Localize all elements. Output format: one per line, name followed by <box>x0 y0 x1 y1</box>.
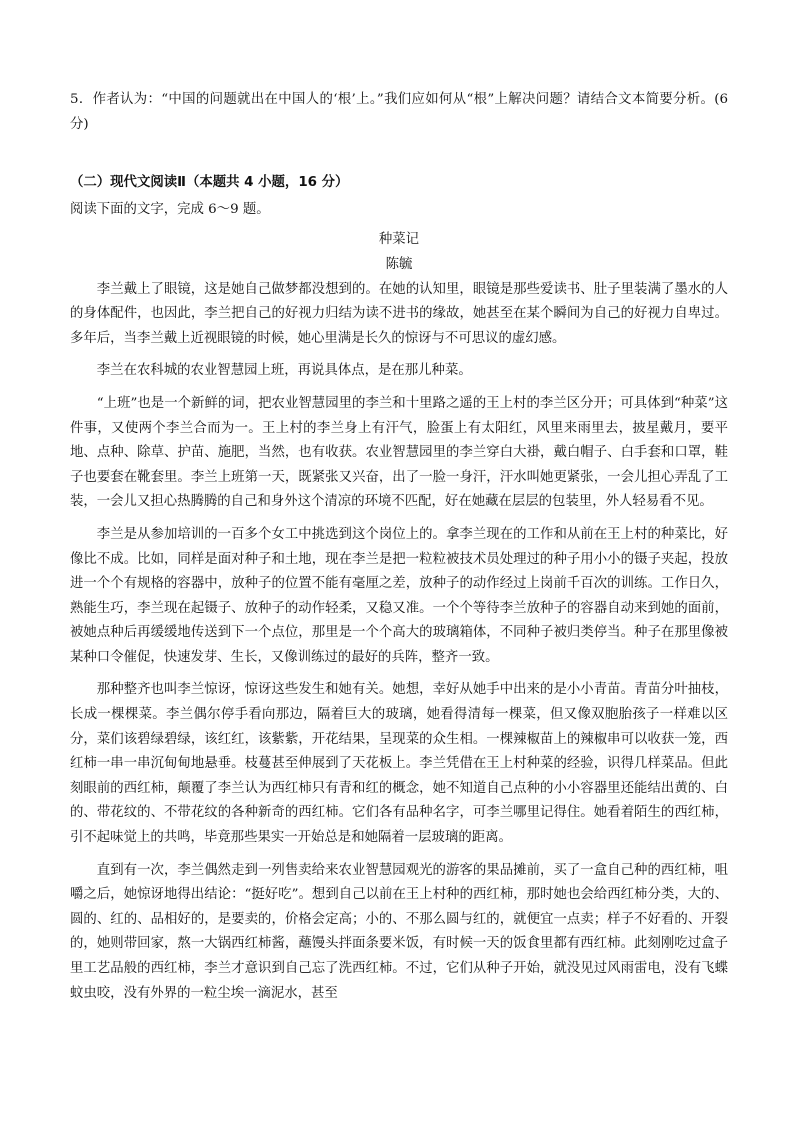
story-author: 陈毓 <box>385 256 413 272</box>
exam-page <box>70 88 728 1006</box>
story-paragraph: 李兰在农科城的农业智慧园上班，再说具体点，是在那儿种菜。 <box>96 363 472 379</box>
story-title: 种菜记 <box>378 232 420 248</box>
story-paragraph: 那种整齐也叫李兰惊讶，惊讶这些发生和她有关。她想，幸好从她手中出来的是小小青苗。青苗分叶抽枝，长成一棵棵菜。李兰偶尔停手看向那边，隔着巨大的玻璃，她看得清每一棵菜，但又像双胞胎孩子一样难以区分，菜们该碧绿碧绿，该红红，该紫紫，开花结果，呈现菜的众生相。一棵辣椒苗上的辣椒串可以收获一笼，西红柿一串一串沉甸甸地悬垂。枝蔓甚至伸展到了天花板上。李兰凭借在王上村种菜的经验，识得几样菜品。但此刻眼前的西红柿，颠覆了李兰认为西红柿只有青和红的概念，她不知道自己点种的小小容器里还能结出黄的、白的、带花纹的、不带花纹的各种新奇的西红柿。它们各有品种名字，可李兰哪里记得住。她看着陌生的西红柿，引不起味觉上的共鸣，毕竟那些果实一开始总是和她隔着一层玻璃的距离。 <box>70 682 728 846</box>
story-body <box>70 278 728 1007</box>
reading-instruction: 阅读下面的文字，完成 6～9 题。 <box>70 201 270 217</box>
story-paragraph: 直到有一次，李兰偶然走到一列售卖给来农业智慧园观光的游客的果品摊前，买了一盒自己种的西红柿，咀嚼之后，她惊讶地得出结论：“挺好吃”。想到自己以前在王上村种的西红柿，那时她也会给西红柿分类，大的、圆的、红的、品相好的，是要卖的，价格会定高；小的、不那么圆与红的，就便宜一点卖；样子不好看的、开裂的，她则带回家，熬一大锅西红柿酱，蘸馒头拌面条要米饭，有时候一天的饭食里都有西红柿。此刻刚吃过盒子里工艺品般的西红柿，李兰才意识到自己忘了洗西红柿。不过，它们从种子开始，就没见过风雨雷电，没有飞蝶蚊虫咬，没有外界的一粒尘埃一滴泥水，甚至 <box>70 862 728 1001</box>
story-paragraph: 李兰戴上了眼镜，这是她自己做梦都没想到的。在她的认知里，眼镜是那些爱读书、肚子里装满了墨水的人的身体配件，也因此，李兰把自己的好视力归结为读不进书的缘故，她甚至在某个瞬间为自己的好视力自卑过。多年后，当李兰戴上近视眼镜的时候，她心里满是长久的惊讶与不可思议的虚幻感。 <box>70 281 728 346</box>
question-5: 5．作者认为：“中国的问题就出在中国人的‘根’上。”我们应如何从“根”上解决问题？请结合文本简要分析。(6 分) <box>70 92 728 132</box>
story-paragraph: 李兰是从参加培训的一百多个女工中挑选到这个岗位上的。拿李兰现在的工作和从前在王上村的种菜比，好像比不成。比如，同样是面对种子和土地，现在李兰是把一粒粒被技术员处理过的种子用小小的镊子夹起，投放进一个个有规格的容器中，放种子的位置不能有毫厘之差，放种子的动作经过上岗前千百次的训练。工作日久，熟能生巧，李兰现在起镊子、放种子的动作轻柔，又稳又准。一个个等待李兰放种子的容器自动来到她的面前，被她点种后再缓缓地传送到下一个点位，那里是一个个高大的玻璃箱体，不同种子被归类停当。种子在那里像被某种口令催促，快速发芽、生长，又像训练过的最好的兵阵，整齐一致。 <box>70 526 728 665</box>
section-title: （二）现代文阅读Ⅱ（本题共 4 小题，16 分） <box>70 175 349 191</box>
story-paragraph: “上班”也是一个新鲜的词，把农业智慧园里的李兰和十里路之遥的王上村的李兰区分开；可具体到“种菜”这件事，又使两个李兰合而为一。王上村的李兰身上有汗气，脸蛋上有太阳红，风里来雨里去，披星戴月，要平地、点种、除草、护苗、施肥，当然，也有收获。农业智慧园里的李兰穿白大褂，戴白帽子、白手套和口罩，鞋子也要套在靴套里。李兰上班第一天，既紧张又兴奋，出了一脸一身汗，汗水叫她更紧张，一会儿担心弄乱了工装，一会儿又担心热腾腾的自己和身外这个清凉的环境不匹配，好在她藏在层层的包装里，外人轻易看不见。 <box>70 395 728 510</box>
